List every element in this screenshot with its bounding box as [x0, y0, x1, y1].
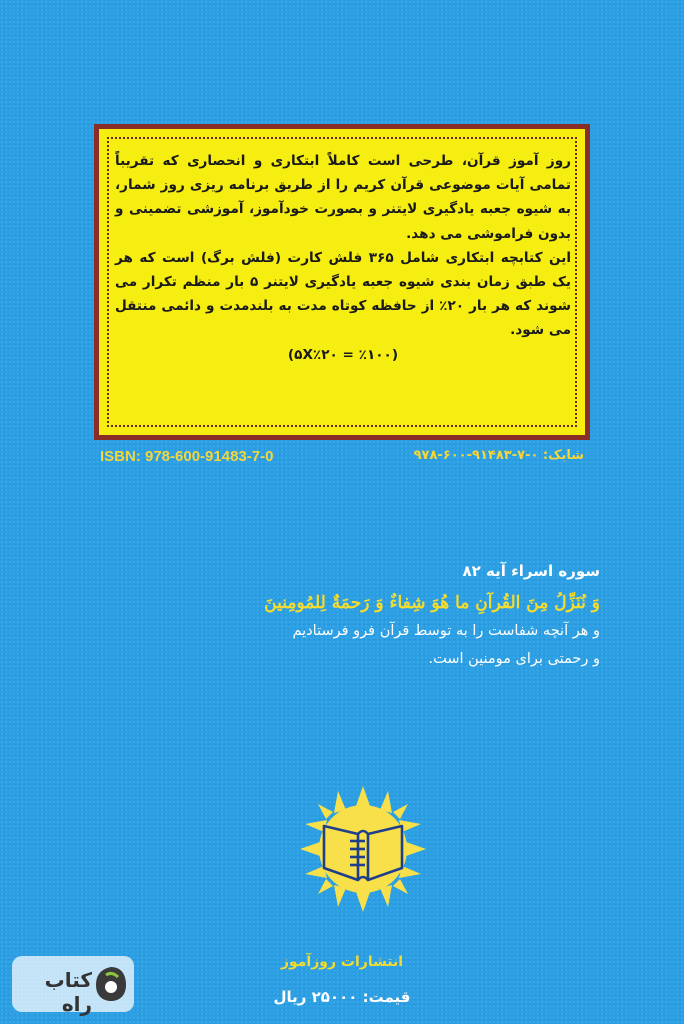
- isbn-row: [100, 446, 584, 470]
- ketabrah-logo-icon: [94, 965, 128, 1003]
- description-text: [115, 149, 571, 367]
- isbn-persian: شابک: ۰-۷-۹۱۴۸۳-۶۰۰-۹۷۸: [413, 448, 584, 463]
- translation-line-1: و هر آنچه شفاست را به توسط قرآن فرو فرستادیم: [292, 623, 600, 639]
- description-paragraph-1: روز آموز قرآن، طرحی است کاملاً ابتکاری و انحصاری که تقریباً تمامی آیات موضوعی قرآن کریم را از طریق برنامه ریزی روز شمار، به شیوه جعبه یادگیری لایتنر و بصورت خودآموز، آموزشی تضمینی و بدون فراموشی می دهد.: [115, 153, 571, 242]
- translation-line-2: و رحمتی برای مومنین است.: [428, 651, 600, 667]
- verse-block: [140, 558, 600, 672]
- price-label: قیمت: ۲۵۰۰۰ ریال: [273, 988, 411, 1006]
- sun-with-open-book-icon: [298, 784, 428, 914]
- description-box: [94, 124, 590, 440]
- surah-title: سوره اسراء آیه ۸۲: [462, 562, 600, 580]
- watermark-text: کتاب راه: [44, 968, 92, 1016]
- publisher-name: انتشارات روزآموز: [280, 954, 404, 970]
- watermark-badge: [12, 956, 134, 1016]
- formula-text: (۵X٪۲۰ = ٪۱۰۰): [287, 346, 399, 363]
- isbn-latin: ISBN: 978-600-91483-7-0: [100, 448, 274, 465]
- description-paragraph-2: این کتابچه ابتکاری شامل ۳۶۵ فلش کارت (فلش برگ) است که هر یک طبق زمان بندی شیوه جعبه یادگیری لایتنر ۵ بار منظم تکرار می شوند که هر بار ۲۰٪ از حافظه کوتاه مدت به بلندمدت و دائمی منتقل می شود.: [115, 249, 572, 339]
- arabic-verse: وَ نُنَزِّلُ مِنَ القُرآنِ ما هُوَ شِفاءٌ وَ رَحمَةٌ لِلمُومِنینَ: [264, 593, 600, 613]
